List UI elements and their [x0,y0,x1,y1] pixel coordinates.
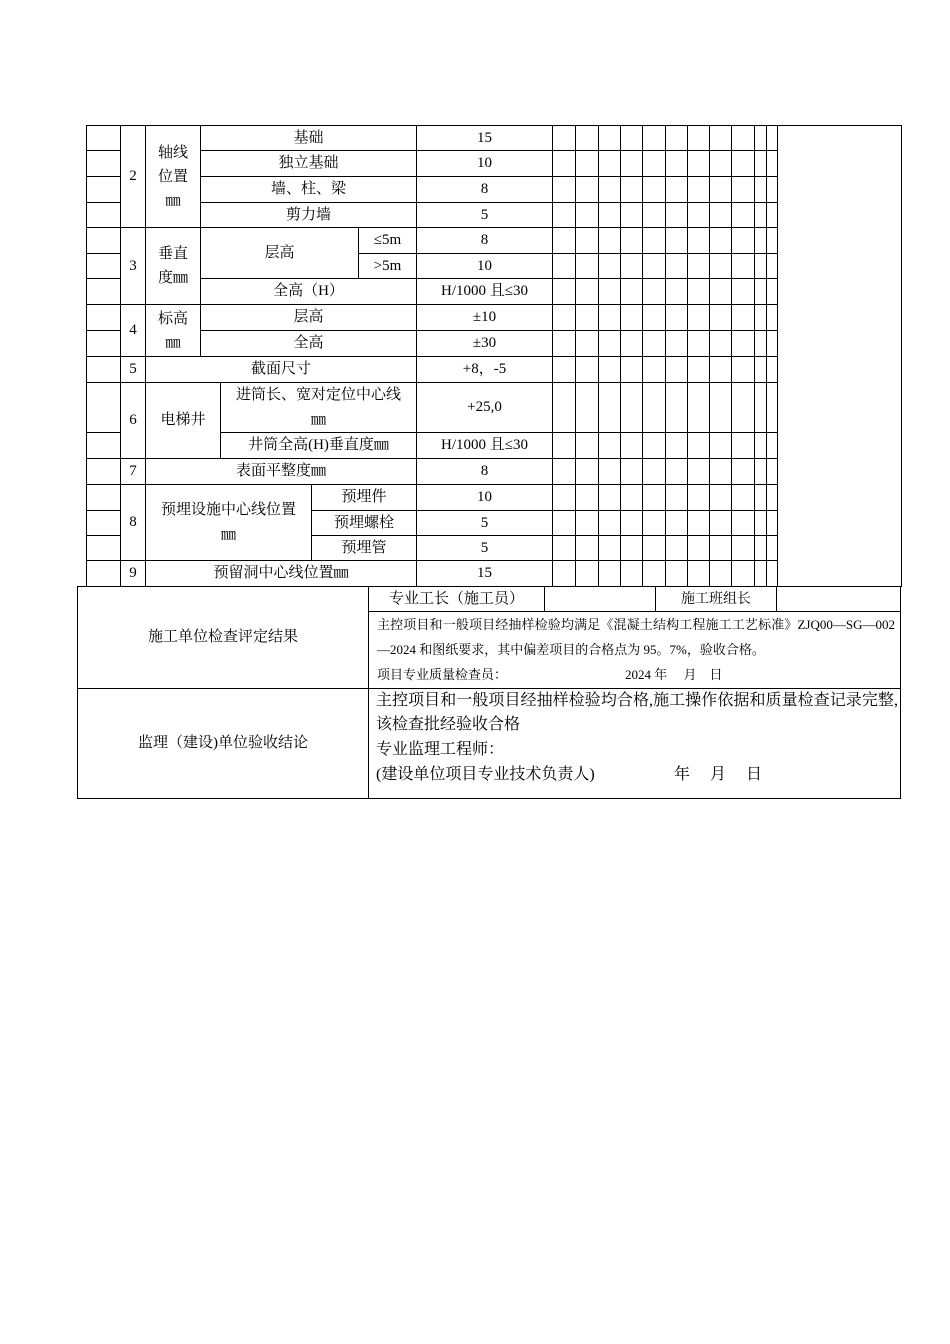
check-point-cell [620,125,643,151]
check-point-cell [665,202,688,228]
check-point-cell [620,432,643,459]
item-3-row-1-value: 8 [416,227,553,254]
item-8-row-1-value: 10 [416,484,553,511]
item-2-row-1-label: 基础 [200,125,417,151]
check-point-cell [598,458,621,485]
item-2-row-3-value: 8 [416,176,553,203]
check-point-cell [687,535,710,561]
check-point-cell [642,382,666,433]
item-3-total-label: 全高（H） [200,278,417,305]
check-point-cell [598,560,621,587]
check-point-cell [575,535,599,561]
check-point-cell [687,278,710,305]
check-point-cell [642,356,666,383]
check-point-cell [598,253,621,279]
check-point-cell [709,458,732,485]
supervision-conclusion-text: 主控项目和一般项目经抽样检验均合格,施工操作依据和质量检查记录完整,该检查批经验收合格 [376,692,898,733]
row-marker-cell [86,560,121,587]
item-7-number: 7 [120,458,146,485]
check-point-cell [575,382,599,433]
item-8-number: 8 [120,484,146,561]
item-9-value: 15 [416,560,553,587]
check-point-cell [598,432,621,459]
check-point-cell [575,560,599,587]
check-point-cell [687,458,710,485]
check-point-cell [552,356,576,383]
foreman-signature[interactable] [544,586,656,612]
check-point-cell [687,330,710,357]
check-point-cell [709,484,732,511]
check-point-cell [620,330,643,357]
check-point-cell [575,278,599,305]
check-point-cell [642,458,666,485]
check-point-cell [552,330,576,357]
check-point-cell [552,176,576,203]
item-2-row-1-value: 15 [416,125,553,151]
check-point-cell [598,510,621,536]
item-7-value: 8 [416,458,553,485]
item-8-row-3-value: 5 [416,535,553,561]
quality-inspector-label: 项目专业质量检查员： [377,667,508,682]
item-6-name: 电梯井 [145,382,221,459]
check-point-cell [731,150,755,177]
check-point-cell [687,227,710,254]
item-5-label: 截面尺寸 [145,356,417,383]
check-point-cell [620,510,643,536]
check-point-cell [665,510,688,536]
row-marker-cell [86,278,121,305]
check-point-cell [642,227,666,254]
check-point-cell [642,330,666,357]
check-point-cell [642,150,666,177]
check-point-cell [575,227,599,254]
item-8-row-2-label: 预埋螺栓 [311,510,417,536]
check-point-cell [665,125,688,151]
item-3-row-1-label: ≤5m [358,227,417,254]
item-6-row-2-label: 井筒全高(H)垂直度㎜ [220,432,417,459]
item-2-name: 轴线位置㎜ [145,125,201,228]
row-marker-cell [86,176,121,203]
check-point-cell [709,330,732,357]
check-point-cell [575,202,599,228]
check-point-cell [665,382,688,433]
check-point-cell [731,227,755,254]
item-4-row-1-label: 层高 [200,304,417,331]
check-point-cell [665,330,688,357]
owner-technical-lead-label: (建设单位项目专业技术负责人) [376,766,595,783]
check-point-cell [642,176,666,203]
item-4-name: 标高㎜ [145,304,201,357]
row-marker-cell [86,202,121,228]
check-point-cell [642,304,666,331]
check-point-cell [687,510,710,536]
check-point-cell [709,560,732,587]
check-point-cell [665,535,688,561]
item-5-value: +8，-5 [416,356,553,383]
check-point-cell [709,227,732,254]
check-point-cell [620,227,643,254]
check-point-cell [598,382,621,433]
construction-date: 2024 年 月 日 [625,667,723,682]
item-2-row-2-label: 独立基础 [200,150,417,177]
check-point-cell [731,278,755,305]
item-2-number: 2 [120,125,146,228]
row-marker-cell [86,330,121,357]
check-point-cell [575,125,599,151]
item-2-row-4-value: 5 [416,202,553,228]
check-point-cell [552,458,576,485]
check-point-cell [665,227,688,254]
team-leader-signature[interactable] [776,586,901,612]
check-point-cell [665,560,688,587]
row-marker-cell [86,484,121,511]
item-2-row-4-label: 剪力墙 [200,202,417,228]
check-point-cell [709,176,732,203]
check-point-cell [552,150,576,177]
check-point-cell [552,202,576,228]
check-point-cell [575,484,599,511]
check-point-cell [731,304,755,331]
check-point-cell [731,382,755,433]
check-point-cell [731,560,755,587]
check-point-cell [552,382,576,433]
check-point-cell [687,382,710,433]
check-point-cell [575,458,599,485]
check-point-cell [709,382,732,433]
check-point-cell [620,458,643,485]
item-4-row-1-value: ±10 [416,304,553,331]
check-point-cell [731,125,755,151]
row-marker-cell [86,535,121,561]
check-point-cell [642,432,666,459]
row-marker-cell [86,510,121,536]
construction-result-text: 主控项目和一般项目经抽样检验均满足《混凝土结构工程施工工艺标准》ZJQ00—SG—002—2024 和图纸要求，其中偏差项目的合格点为 95。7%，验收合格。 [377,617,895,657]
item-6-row-1-label: 进筒长、宽对定位中心线㎜ [220,382,417,433]
check-point-cell [665,304,688,331]
row-marker-cell [86,125,121,151]
check-point-cell [598,278,621,305]
row-marker-cell [86,150,121,177]
check-point-cell [665,253,688,279]
construction-result-title: 施工单位检查评定结果 [77,586,369,689]
check-point-cell [709,150,732,177]
row-marker-cell [86,356,121,383]
check-point-cell [665,150,688,177]
check-point-cell [709,304,732,331]
check-point-cell [598,330,621,357]
item-4-number: 4 [120,304,146,357]
check-point-cell [598,356,621,383]
check-point-cell [575,432,599,459]
item-4-row-2-value: ±30 [416,330,553,357]
check-point-cell [598,227,621,254]
check-point-cell [575,176,599,203]
check-point-cell [598,484,621,511]
check-point-cell [731,510,755,536]
check-point-cell [687,484,710,511]
check-point-cell [709,278,732,305]
check-point-cell [620,484,643,511]
item-8-row-3-label: 预埋管 [311,535,417,561]
check-point-cell [552,125,576,151]
supervision-conclusion-title: 监理（建设)单位验收结论 [77,688,369,799]
row-marker-cell [86,432,121,459]
check-point-cell [687,125,710,151]
check-point-cell [598,535,621,561]
check-point-cell [552,510,576,536]
check-point-cell [620,202,643,228]
check-point-cell [709,253,732,279]
supervision-engineer-label: 专业监理工程师： [376,741,505,758]
item-6-row-1-value: +25,0 [416,382,553,433]
check-point-cell [709,432,732,459]
check-point-cell [575,304,599,331]
check-point-cell [642,278,666,305]
check-point-cell [575,150,599,177]
check-point-cell [552,535,576,561]
check-point-cell [642,202,666,228]
row-marker-cell [86,253,121,279]
check-point-cell [642,125,666,151]
check-point-cell [620,382,643,433]
item-8-row-2-value: 5 [416,510,553,536]
row-marker-cell [86,304,121,331]
check-point-cell [731,176,755,203]
check-point-cell [598,150,621,177]
check-point-cell [620,176,643,203]
check-point-cell [709,202,732,228]
check-point-cell [665,458,688,485]
item-5-number: 5 [120,356,146,383]
check-point-cell [687,202,710,228]
item-3-row-2-value: 10 [416,253,553,279]
item-3-total-value: H/1000 且≤30 [416,278,553,305]
item-8-name: 预埋设施中心线位置㎜ [145,484,312,561]
check-point-cell [731,484,755,511]
check-point-cell [665,432,688,459]
check-point-cell [575,356,599,383]
check-point-cell [731,253,755,279]
check-point-cell [731,432,755,459]
check-point-cell [552,253,576,279]
check-point-cell [598,304,621,331]
check-point-cell [642,510,666,536]
check-point-cell [575,510,599,536]
check-point-cell [642,253,666,279]
item-4-row-2-label: 全高 [200,330,417,357]
item-9-label: 预留洞中心线位置㎜ [145,560,417,587]
check-point-cell [687,560,710,587]
item-6-row-2-value: H/1000 且≤30 [416,432,553,459]
check-point-cell [731,330,755,357]
check-point-cell [665,278,688,305]
check-point-cell [552,227,576,254]
check-point-cell [687,432,710,459]
check-point-cell [687,253,710,279]
check-point-cell [620,535,643,561]
item-3-row-2-label: >5m [358,253,417,279]
check-point-cell [709,510,732,536]
check-point-cell [620,150,643,177]
remarks-column [777,125,902,587]
check-point-cell [687,356,710,383]
check-point-cell [552,432,576,459]
row-marker-cell [86,227,121,254]
team-leader-label: 施工班组长 [655,586,777,612]
item-8-row-1-label: 预埋件 [311,484,417,511]
check-point-cell [687,304,710,331]
check-point-cell [731,458,755,485]
item-3-sub-label: 层高 [200,227,359,279]
check-point-cell [731,356,755,383]
check-point-cell [575,330,599,357]
check-point-cell [709,356,732,383]
check-point-cell [642,560,666,587]
check-point-cell [620,304,643,331]
check-point-cell [620,253,643,279]
item-6-number: 6 [120,382,146,459]
check-point-cell [552,484,576,511]
foreman-label: 专业工长（施工员） [368,586,545,612]
check-point-cell [620,560,643,587]
item-3-number: 3 [120,227,146,305]
check-point-cell [642,484,666,511]
check-point-cell [709,535,732,561]
check-point-cell [665,356,688,383]
check-point-cell [598,176,621,203]
check-point-cell [620,278,643,305]
item-9-number: 9 [120,560,146,587]
check-point-cell [552,278,576,305]
check-point-cell [552,560,576,587]
check-point-cell [598,125,621,151]
item-2-row-2-value: 10 [416,150,553,177]
check-point-cell [731,202,755,228]
item-7-label: 表面平整度㎜ [145,458,417,485]
check-point-cell [709,125,732,151]
check-point-cell [552,304,576,331]
supervision-date: 年 月 日 [674,766,763,783]
check-point-cell [687,176,710,203]
check-point-cell [731,535,755,561]
row-marker-cell [86,382,121,433]
check-point-cell [665,484,688,511]
item-2-row-3-label: 墙、柱、梁 [200,176,417,203]
check-point-cell [642,535,666,561]
check-point-cell [598,202,621,228]
check-point-cell [665,176,688,203]
check-point-cell [575,253,599,279]
item-3-name: 垂直度㎜ [145,227,201,305]
check-point-cell [620,356,643,383]
row-marker-cell [86,458,121,485]
check-point-cell [687,150,710,177]
